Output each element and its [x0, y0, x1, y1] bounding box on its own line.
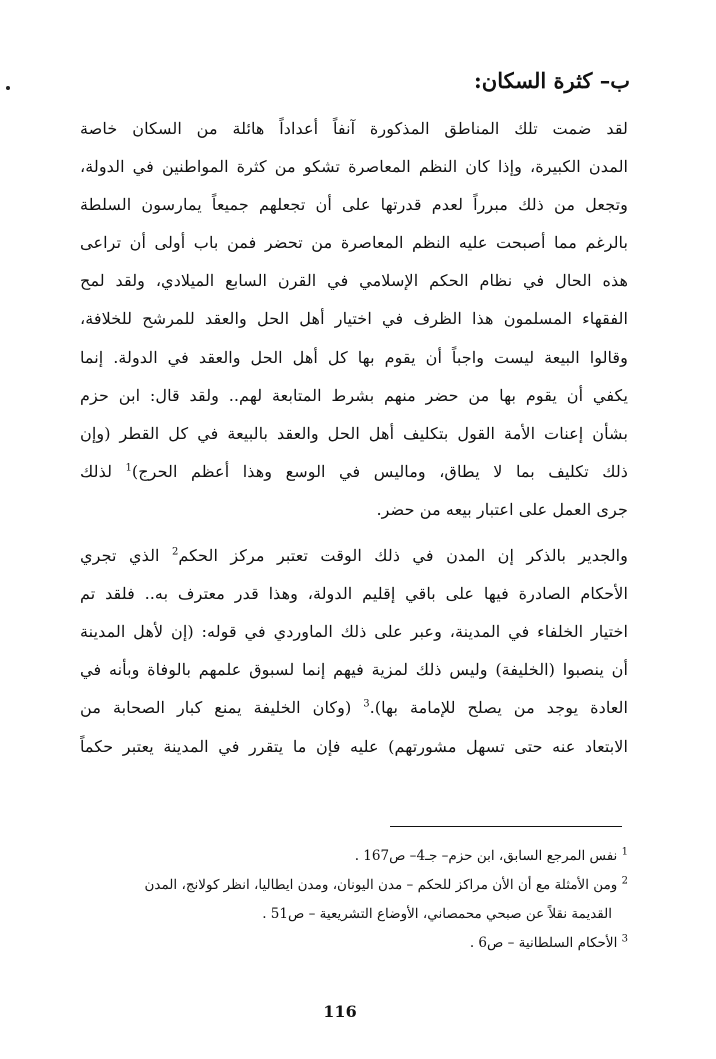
main-text [80, 110, 628, 766]
line-text-continued: (وكان الخليفة يمنع كبار الصحابة من [80, 698, 364, 718]
text-line: الفقهاء المسلمون هذا الظرف في اختيار أهل الحل والعقد للمرشح للخلافة، [80, 309, 628, 329]
footnote-text: الأحكام السلطانية – ص6 . [469, 935, 618, 951]
footnote-separator [390, 826, 622, 827]
footnote-reference: 2 [171, 546, 179, 558]
footnote-line [78, 900, 628, 929]
line-text: والجدير بالذكر إن المدن في ذلك الوقت تعتبر مركز الحكم [178, 546, 628, 566]
text-line: اختيار الخلفاء في المدينة، وعبر على ذلك الماوردي في قوله: (إن لأهل المدينة [80, 622, 628, 642]
line-text: ذلك تكليف بما لا يطاق، وماليس في الوسع وهذا أعظم الحرج) [131, 461, 628, 481]
line-text: العادة يوجد من يصلح للإمامة بها). [369, 698, 628, 718]
footnote-number: 3 [621, 933, 628, 945]
text-line [80, 537, 628, 575]
footnote-line [78, 842, 628, 871]
margin-mark [6, 86, 10, 90]
line-text-continued: الذي تجري [80, 546, 172, 566]
paragraph-gap [80, 529, 628, 537]
text-line: هذه الحال في نظام الحكم الإسلامي في القرن السابع الميلادي، ولقد لمح [80, 271, 628, 291]
text-line: المدن الكبيرة، وإذا كان النظم المعاصرة تشكو من كثرة المواطنين في الدولة، [80, 157, 628, 177]
footnote-line [78, 871, 628, 900]
footnote-line [78, 929, 628, 958]
section-heading: ب– كثرة السكان: [474, 68, 630, 93]
text-line: بشأن إعنات الأمة القول بتكليف أهل الحل والعقد بالبيعة في كل القطر (وإن [80, 423, 628, 443]
footnote-number: 2 [621, 875, 628, 887]
text-line: جرى العمل على اعتبار بيعه من حضر. [376, 499, 628, 519]
text-line [80, 453, 628, 491]
text-line: يكفي أن يقوم بها من حضر منهم بشرط المتابعة لهم.. ولقد قال: ابن حزم [80, 385, 628, 405]
text-line: بالرغم مما أصبحت عليه النظم المعاصرة من تحضر فمن باب أولى أن تراعى [80, 233, 628, 253]
footnote-reference: 3 [363, 699, 370, 711]
line-text-continued: لذلك [80, 461, 126, 481]
text-line [80, 689, 628, 727]
footnote-text: القديمة نقلاً عن صبحي محمصاني، الأوضاع التشريعية – ص51 . [262, 906, 612, 922]
text-line: لقد ضمت تلك المناطق المذكورة آنفاً أعداداً هائلة من السكان خاصة [80, 119, 628, 138]
footnote-number: 1 [621, 846, 628, 858]
text-line: وتجعل من ذلك مبرراً لعدم قدرتها على أن تجعلهم جميعاً يمارسون السلطة [80, 195, 628, 215]
footnotes [78, 842, 628, 958]
page-number: 116 [323, 1002, 357, 1021]
text-line: الابتعاد عنه حتى تسهل مشورتهم) عليه فإن ما يتقرر في المدينة يعتبر حكماً [80, 736, 628, 756]
footnote-text: ومن الأمثلة مع أن الأن مراكز للحكم – مدن اليونان، ومدن ايطاليا، انظر كولانج، المدن [144, 877, 618, 893]
text-line: أن ينصبوا (الخليفة) وليس ذلك لمزية فيهم إنما لسبوق علمهم بالوفاة وبأنه في [80, 660, 628, 680]
text-line: الأحكام الصادرة فيها على باقي إقليم الدولة، وهذا قدر معترف به.. فلقد تم [80, 584, 628, 604]
footnote-text: نفس المرجع السابق، ابن حزم– جـ4– ص167 . [354, 848, 618, 864]
footnote-reference: 1 [125, 462, 132, 474]
text-line: وقالوا البيعة ليست واجباً أن يقوم بها كل أهل الحل والعقد في الدولة. إنما [80, 347, 628, 367]
